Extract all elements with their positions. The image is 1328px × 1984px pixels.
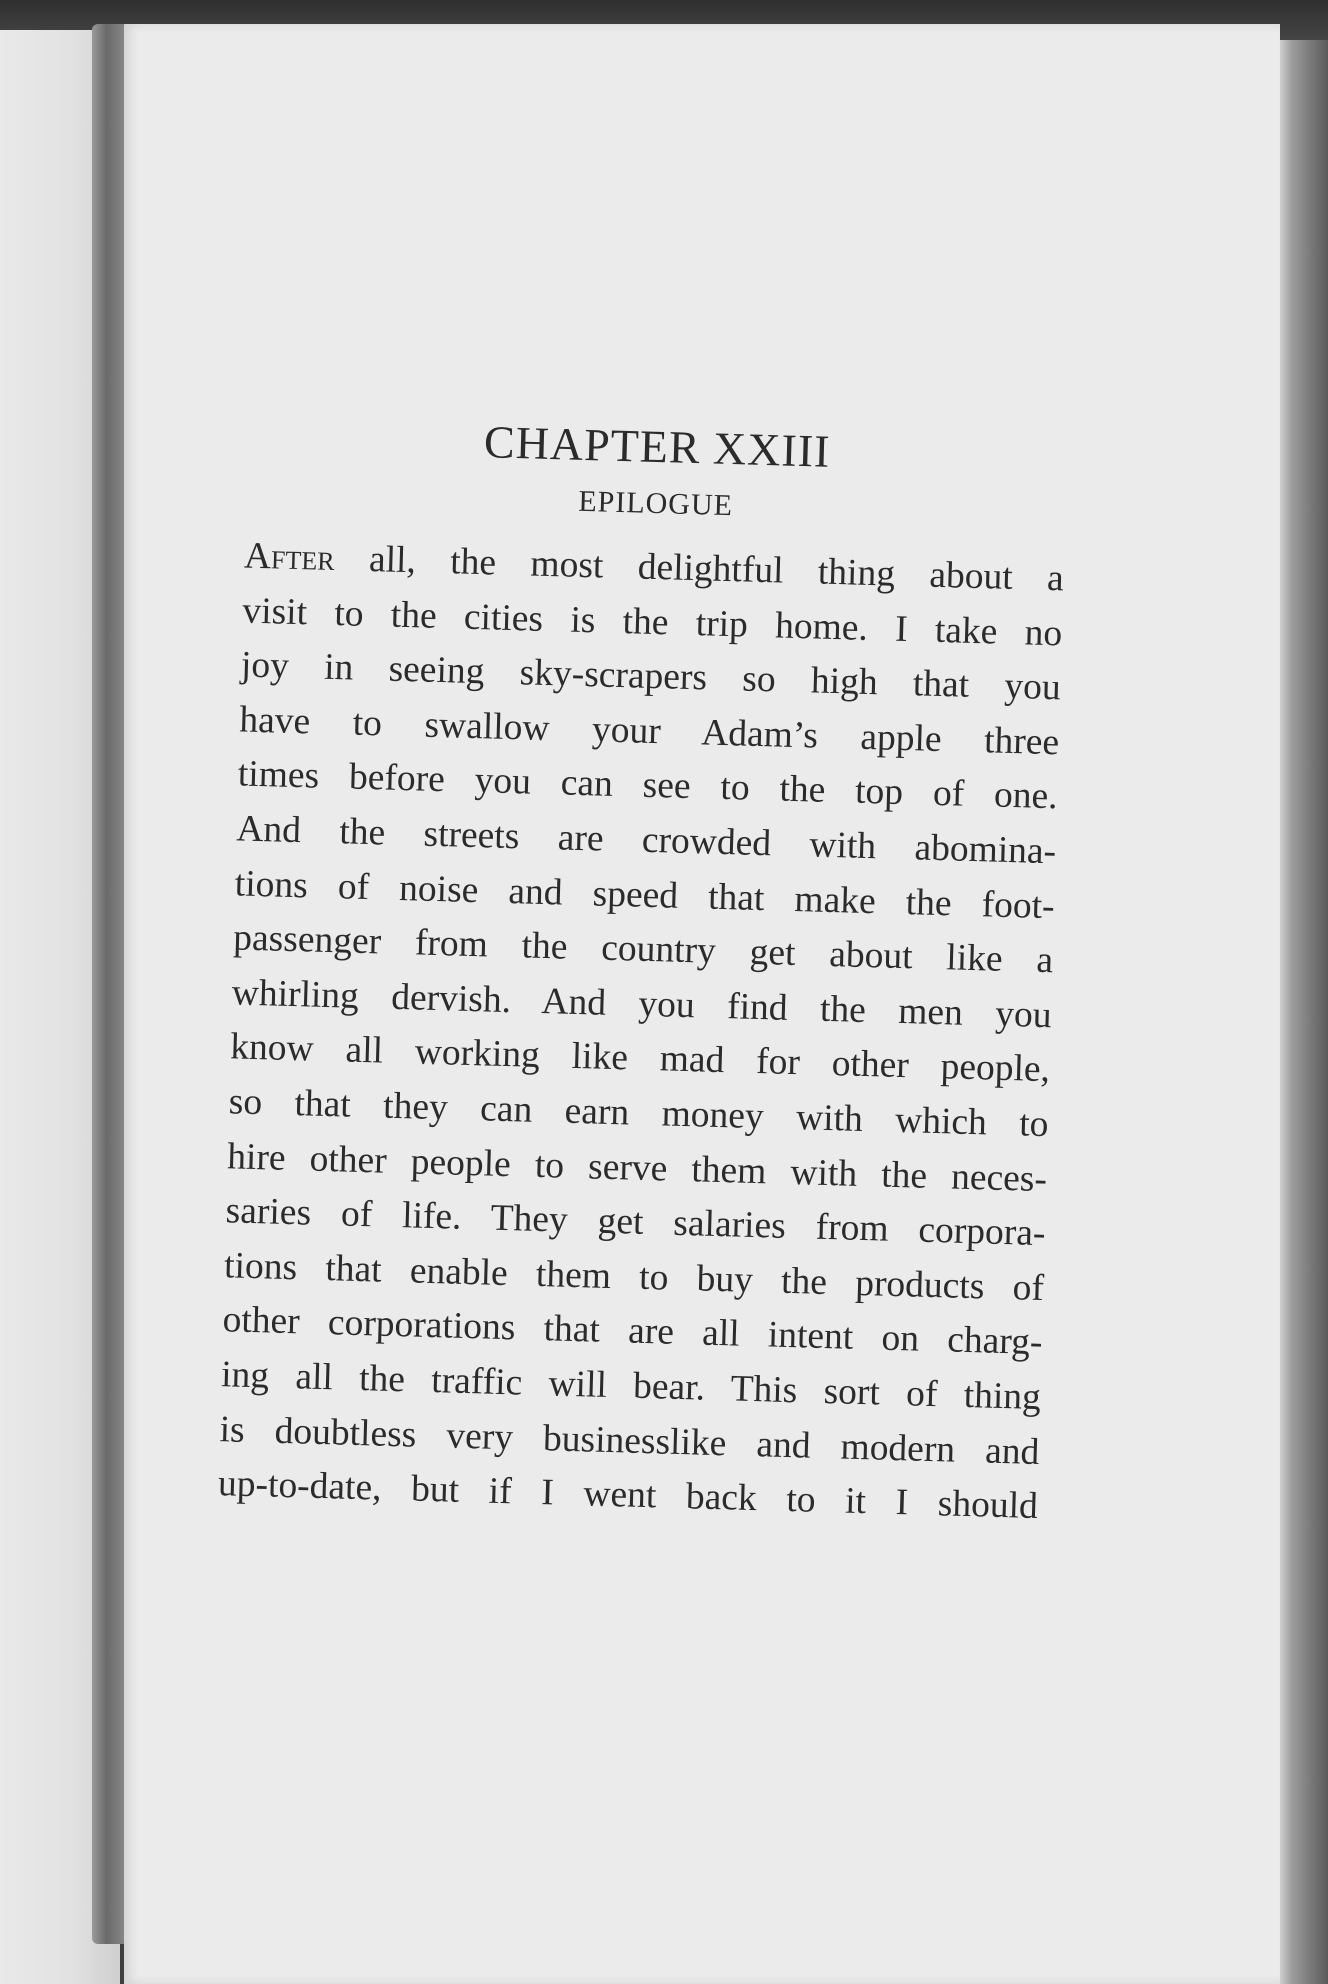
text-line: hire other people to serve them with the neces- <box>226 1135 1048 1200</box>
text-line: tions that enable them to buy the products of <box>223 1244 1045 1309</box>
text-line: tions of noise and speed that make the foot- <box>234 862 1056 927</box>
text-line: so that they can earn money with which to <box>228 1081 1050 1146</box>
chapter-subtitle: EPILOGUE <box>577 484 734 523</box>
text-line: And the streets are crowded with abomina- <box>235 808 1057 873</box>
text-line: is doubtless very businesslike and modern and <box>219 1408 1040 1473</box>
text-line: other corporations that are all intent on charg- <box>222 1299 1043 1364</box>
opening-word: After <box>243 535 336 580</box>
text-line: times before you can see to the top of one. <box>237 753 1059 818</box>
text-line: know all working like mad for other people, <box>229 1026 1051 1091</box>
text-line: visit to the cities is the trip home. I take no <box>241 590 1063 654</box>
text-line: joy in seeing sky-scrapers so high that you <box>240 644 1062 709</box>
book-spine-shadow <box>92 24 128 1944</box>
text-line: whirling dervish. And you find the men you <box>231 972 1053 1036</box>
body-paragraph <box>217 530 1064 1535</box>
text-line: saries of life. They get salaries from corpora- <box>225 1190 1047 1255</box>
text-line: up-to-date, but if I went back to it I should <box>217 1463 1039 1528</box>
right-page-edge <box>1280 40 1328 1984</box>
text-line: ing all the traffic will bear. This sort of thing <box>220 1354 1042 1418</box>
text-line: have to swallow your Adam’s apple three <box>238 699 1060 764</box>
text-line: passenger from the country get about like a <box>232 917 1054 982</box>
chapter-title: CHAPTER XXIII <box>483 416 832 477</box>
text-line-content: all, the most delightful thing about a <box>334 538 1065 600</box>
page-text-block <box>217 409 1067 1535</box>
